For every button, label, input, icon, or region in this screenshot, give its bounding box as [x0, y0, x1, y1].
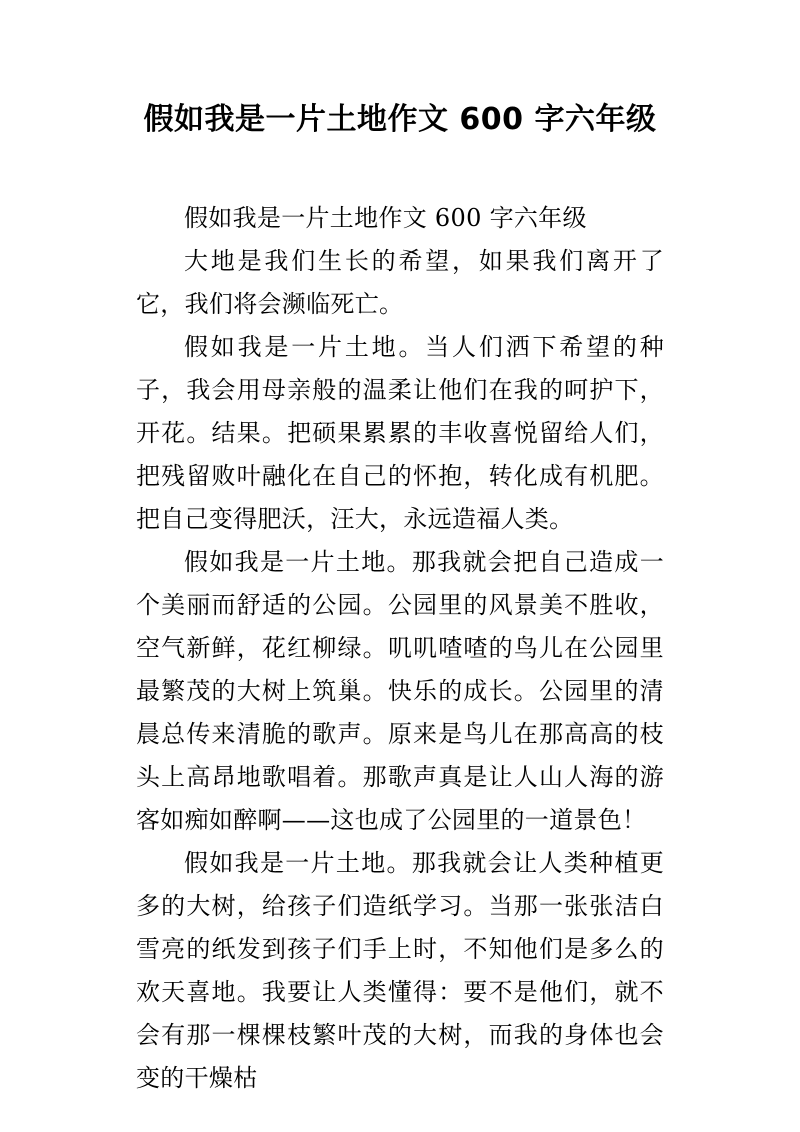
- paragraph-intro: 大地是我们生长的希望，如果我们离开了它，我们将会濒临死亡。: [136, 247, 664, 318]
- document-title: 假如我是一片土地作文 600 字六年级: [143, 102, 657, 137]
- paragraph-park: 假如我是一片土地。那我就会把自己造成一个美丽而舒适的公园。公园里的风景美不胜收，空气新鲜，花红柳绿。叽叽喳喳的鸟儿在公园里最繁茂的大树上筑巢。快乐的成长。公园里的清晨总传来清脆的歌声。原来是鸟儿在那高高的枝头上高昂地歌唱着。那歌声真是让人山人海的游客如痴如醉啊——这也成了公园里的一道景色！: [136, 548, 664, 834]
- paragraph-heading: 假如我是一片土地作文 600 字六年级: [184, 204, 587, 232]
- paragraph-trees: 假如我是一片土地。那我就会让人类种植更多的大树，给孩子们造纸学习。当那一张张洁白雪亮的纸发到孩子们手上时，不知他们是多么的欢天喜地。我要让人类懂得：要不是他们，就不会有那一棵棵枝繁叶茂的大树，而我的身体也会变的干燥枯: [136, 849, 664, 1092]
- paragraph-seeds: 假如我是一片土地。当人们洒下希望的种子，我会用母亲般的温柔让他们在我的呵护下，开花。结果。把硕果累累的丰收喜悦留给人们，把残留败叶融化在自己的怀抱，转化成有机肥。把自己变得肥沃，汪大，永远造福人类。: [136, 333, 664, 533]
- document-body: [136, 197, 664, 1100]
